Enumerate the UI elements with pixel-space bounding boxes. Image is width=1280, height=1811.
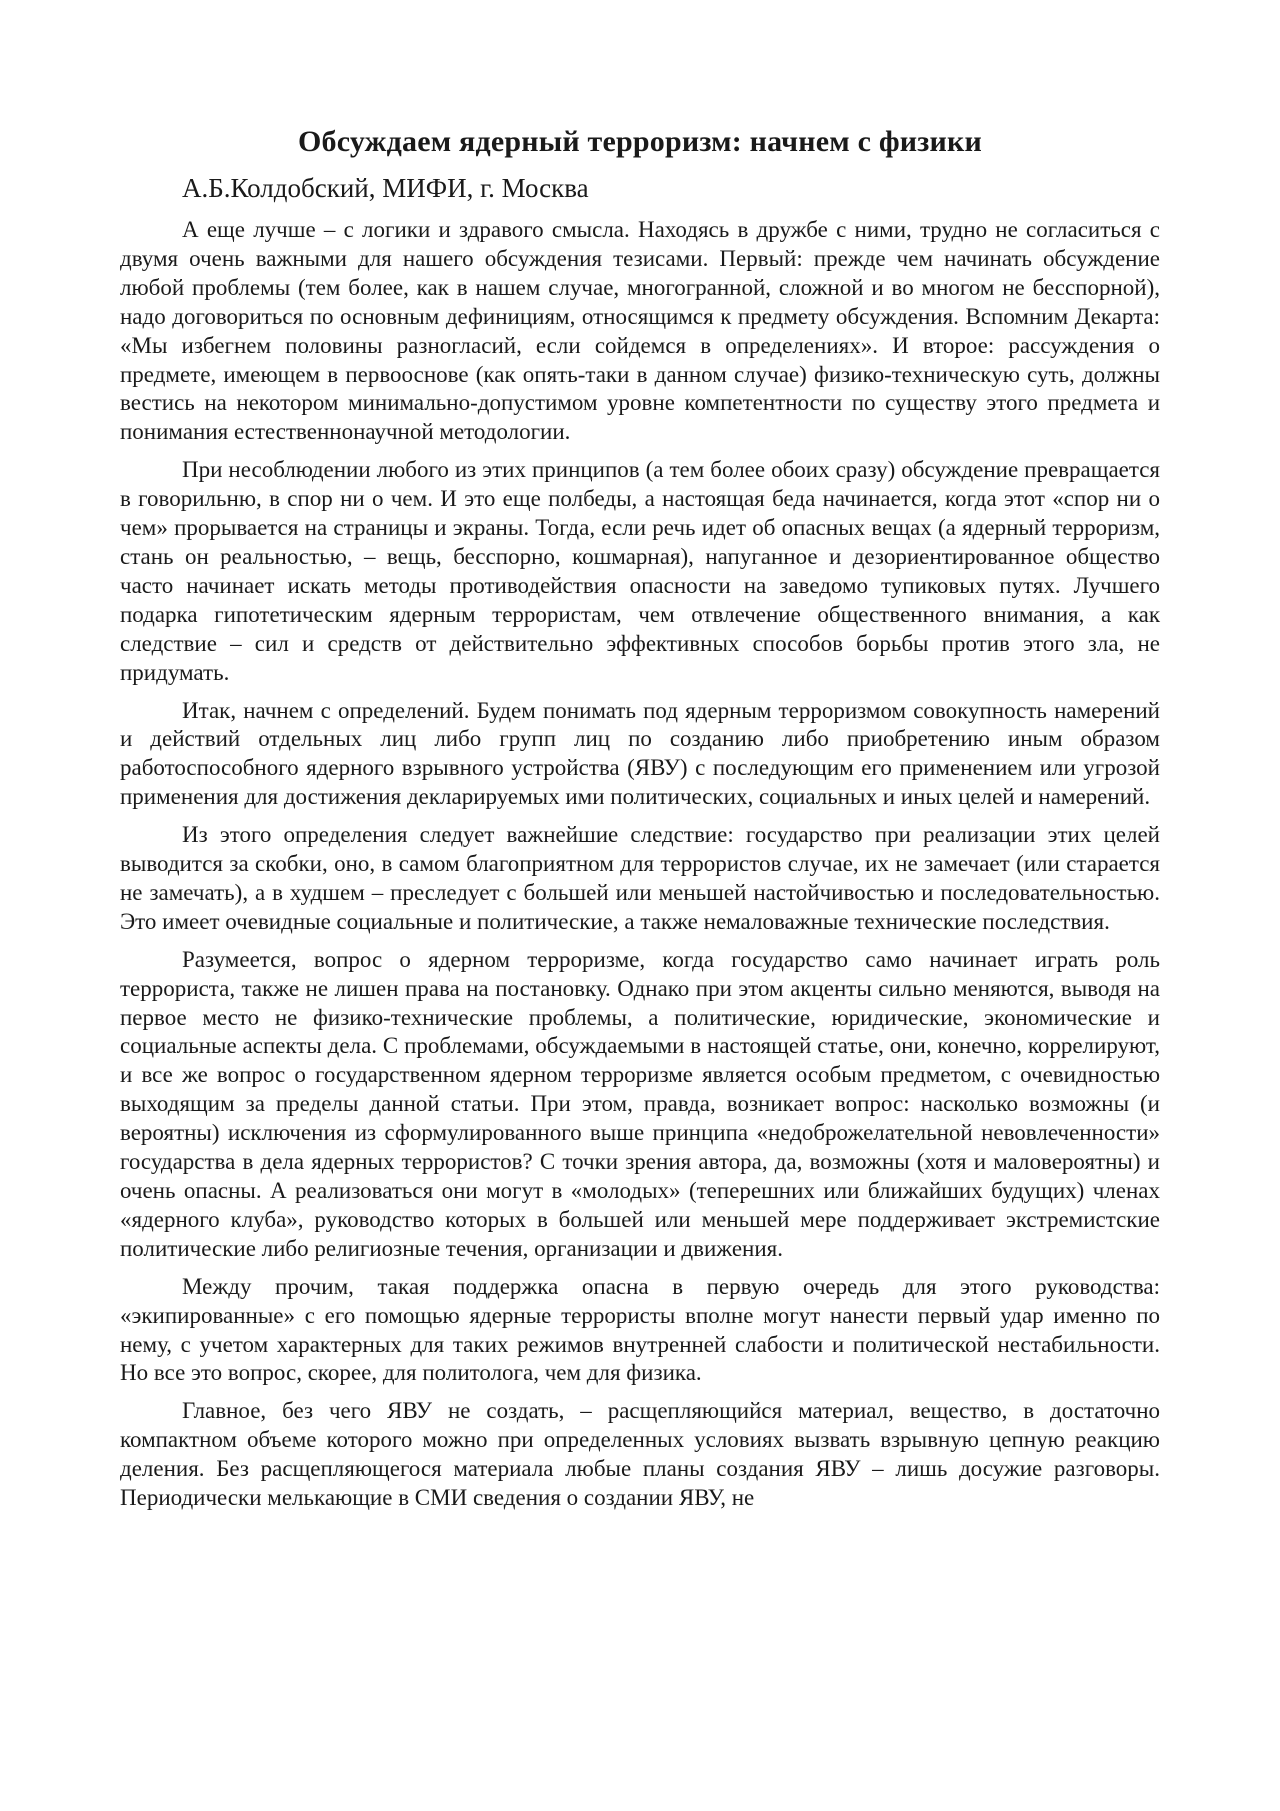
paragraph-4: Из этого определения следует важнейшие следствие: государство при реализации этих целей выводится за скобки, оно, в самом благоприятном для террористов случае, их не замечает (или старается не замечать), а в худшем – преследует с большей или меньшей настойчивостью и последовательностью. Это имеет очевидные социальные и политические, а также немаловажные технические последствия. (120, 822, 1160, 934)
document-page (120, 122, 1160, 1522)
paragraph-2: При несоблюдении любого из этих принципов (а тем более обоих сразу) обсуждение превращается в говорильню, в спор ни о чем. И это еще полбеды, а настоящая беда начинается, когда этот «спор ни о чем» прорывается на страницы и экраны. Тогда, если речь идет об опасных вещах (а ядерный терроризм, стань он реальностью, – вещь, бесспорно, кошмарная), напуганное и дезориентированное общество часто начинает искать методы противодействия опасности на заведомо тупиковых путях. Лучшего подарка гипотетическим ядерным террористам, чем отвлечение общественного внимания, а как следствие – сил и средств от действительно эффективных способов борьбы против этого зла, не придумать. (120, 457, 1160, 685)
paragraph-1: А еще лучше – с логики и здравого смысла. Находясь в дружбе с ними, трудно не согласиться с двумя очень важными для нашего обсуждения тезисами. Первый: прежде чем начинать обсуждение любой проблемы (тем более, как в нашем случае, многогранной, сложной и во многом не бесспорной), надо договориться по основным дефинициям, относящимся к предмету обсуждения. Вспомним Декарта: «Мы избегнем половины разногласий, если сойдемся в определениях». И второе: рассуждения о предмете, имеющем в первооснове (как опять-таки в данном случае) физико-техническую суть, должны вестись на некотором минимально-допустимом уровне компетентности по существу этого предмета и понимания естественнонаучной методологии. (120, 217, 1160, 445)
page-title: Обсуждаем ядерный терроризм: начнем с физики (298, 125, 982, 158)
paragraph-5: Разумеется, вопрос о ядерном терроризме, когда государство само начинает играть роль террориста, также не лишен права на постановку. Однако при этом акценты сильно меняются, выводя на первое место не физико-технические проблемы, а политические, юридические, экономические и социальные аспекты дела. С проблемами, обсуждаемыми в настоящей статье, они, конечно, коррелируют, и все же вопрос о государственном ядерном терроризме является особым предметом, с очевидностью выходящим за пределы данной статьи. При этом, правда, возникает вопрос: насколько возможны (и вероятны) исключения из сформулированного выше принципа «недоброжелательной невовлеченности» государства в дела ядерных террористов? С точки зрения автора, да, возможны (хотя и маловероятны) и очень опасны. А реализоваться они могут в «молодых» (теперешних или ближайших будущих) членах «ядерного клуба», руководство которых в большей или меньшей мере поддерживает экстремистские политические либо религиозные течения, организации и движения. (120, 946, 1160, 1261)
paragraph-6: Между прочим, такая поддержка опасна в первую очередь для этого руководства: «экипированные» с его помощью ядерные террористы вполне могут нанести первый удар именно по нему, с учетом характерных для таких режимов внутренней слабости и политической нестабильности. Но все это вопрос, скорее, для политолога, чем для физика. (120, 1273, 1160, 1386)
author-line: А.Б.Колдобский, МИФИ, г. Москва (182, 173, 589, 203)
paragraph-7: Главное, без чего ЯВУ не создать, – расщепляющийся материал, вещество, в достаточно компактном объеме которого можно при определенных условиях вызвать взрывную цепную реакцию деления. Без расщепляющегося материала любые планы создания ЯВУ – лишь досужие разговоры. Периодически мелькающие в СМИ сведения о создании ЯВУ, не (120, 1398, 1160, 1511)
paragraph-3: Итак, начнем с определений. Будем понимать под ядерным терроризмом совокупность намерений и действий отдельных лиц либо групп лиц по созданию либо приобретению иным образом работоспособного ядерного взрывного устройства (ЯВУ) с последующим его применением или угрозой применения для достижения декларируемых ими политических, социальных и иных целей и намерений. (120, 697, 1160, 810)
